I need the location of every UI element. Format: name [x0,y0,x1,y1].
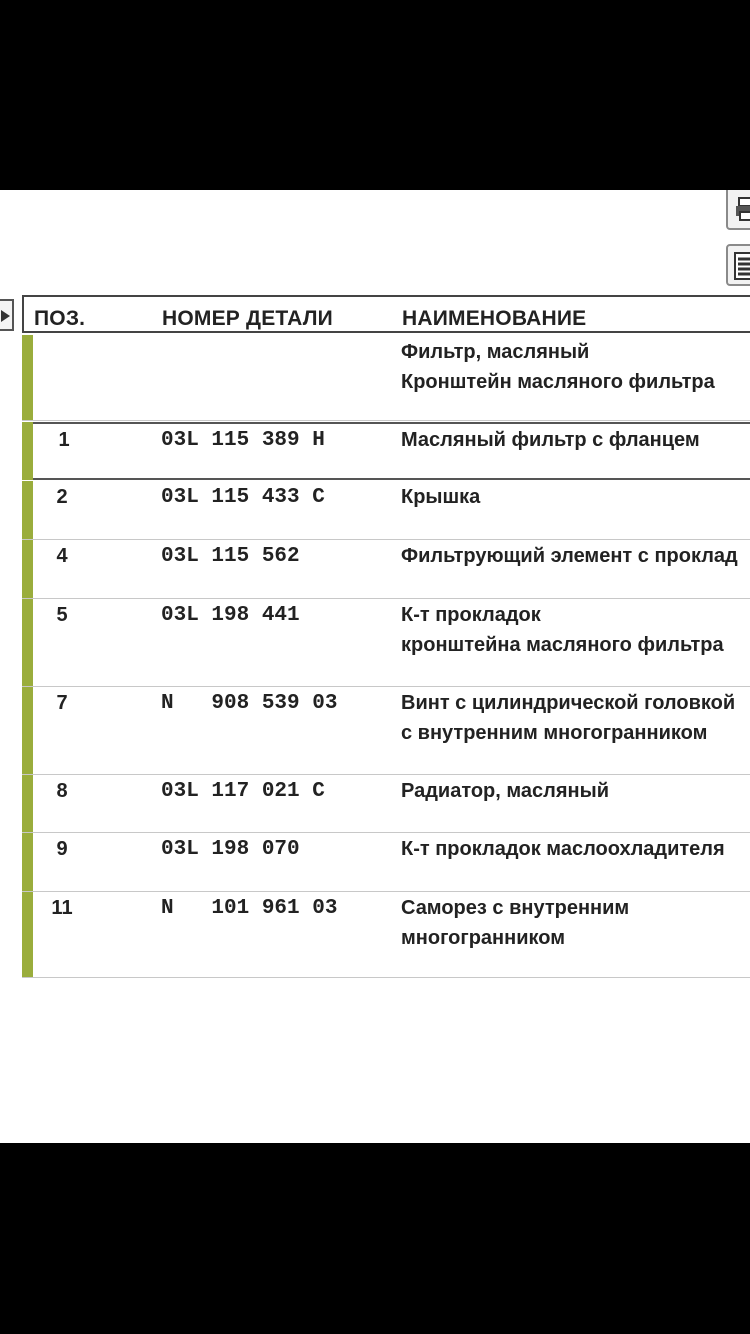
row-name-line2: с внутренним многогранником [401,722,708,744]
table-row[interactable] [22,481,750,540]
row-pos: 11 [51,897,73,919]
print-button[interactable] [726,190,750,230]
group-name-line2: Кронштейн масляного фильтра [401,371,715,393]
row-name-line1: К-т прокладок [401,604,541,626]
row-part-number: N 101 961 03 [161,897,338,920]
row-part-number: 03L 198 441 [161,604,300,627]
column-header-pos[interactable]: ПОЗ. [34,307,86,330]
table-row[interactable] [22,540,750,599]
row-pos: 2 [56,486,68,508]
row-name-line2: кронштейна масляного фильтра [401,634,724,656]
table-row[interactable] [22,892,750,978]
table-row[interactable] [22,833,750,892]
row-name-line1: Саморез с внутренним [401,897,630,919]
row-name-line2: многогранником [401,927,565,949]
list-icon [734,252,750,280]
table-row[interactable] [22,422,750,480]
column-header-name[interactable]: НАИМЕНОВАНИЕ [402,307,587,330]
expand-panel-button[interactable] [0,299,14,331]
row-part-number: 03L 115 562 [161,545,300,568]
arrow-right-icon [0,309,11,323]
parts-catalog-screen [0,190,750,1143]
row-name-line1: Винт с цилиндрической головкой [401,692,736,714]
row-part-number: 03L 115 389 H [161,429,325,452]
row-part-number: 03L 115 433 C [161,486,325,509]
list-view-button[interactable] [726,244,750,286]
row-part-number: 03L 198 070 [161,838,300,861]
row-name-line1: Фильтрующий элемент с проклад [401,545,738,567]
table-header [22,295,750,333]
row-pos: 7 [56,692,68,714]
row-pos: 4 [56,545,68,567]
table-row[interactable] [22,599,750,687]
row-name-line1: Крышка [401,486,481,508]
row-pos: 5 [56,604,68,626]
row-pos: 9 [56,838,68,860]
column-header-number[interactable]: НОМЕР ДЕТАЛИ [162,307,333,330]
row-name-line1: К-т прокладок маслоохладителя [401,838,725,860]
row-name-line1: Масляный фильтр с фланцем [401,429,700,451]
row-name-line1: Радиатор, масляный [401,780,609,802]
row-part-number: 03L 117 021 C [161,780,325,803]
row-part-number: N 908 539 03 [161,692,338,715]
printer-icon [734,196,750,222]
table-row[interactable] [22,687,750,775]
row-pos: 1 [58,429,70,451]
group-row[interactable] [22,335,750,421]
group-name-line1: Фильтр, масляный [401,341,590,363]
row-pos: 8 [56,780,68,802]
table-row[interactable] [22,775,750,833]
row-accent [22,335,33,420]
